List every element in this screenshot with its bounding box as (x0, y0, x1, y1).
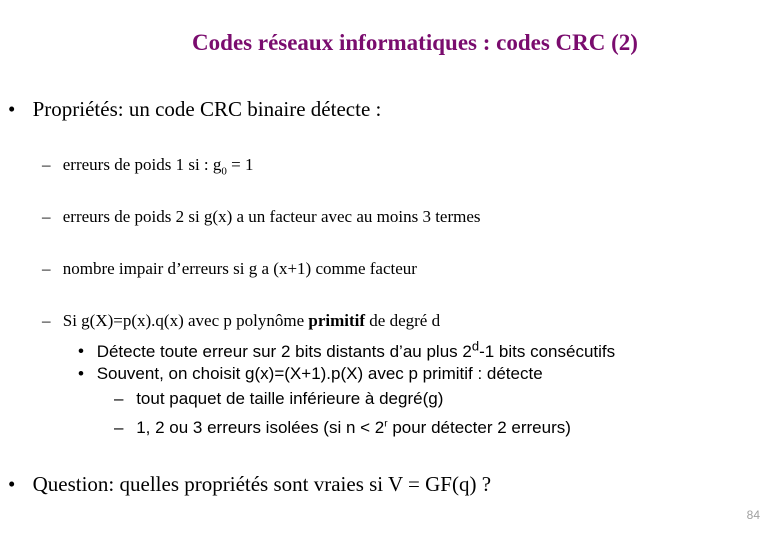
bullet-text: Question: quelles propriétés sont vraies si V = GF(q) ? (32, 472, 492, 496)
quaternary-item-packet (114, 389, 443, 409)
sub-item-text: erreurs de poids 2 si g(x) a un facteur avec au moins 3 termes (62, 207, 481, 226)
text-part: erreurs de poids 1 si : g (62, 155, 222, 174)
superscript: r (384, 418, 388, 430)
dash-marker: – (42, 155, 51, 174)
dash-marker: – (42, 311, 51, 330)
quaternary-text: tout paquet de taille inférieure à degré(g) (136, 389, 444, 408)
sub-item-weight-1 (42, 155, 253, 177)
tertiary-item-choose (78, 364, 543, 384)
bullet-properties (8, 97, 381, 122)
dash-marker: – (114, 389, 124, 408)
quaternary-text (136, 418, 571, 437)
tertiary-item-detect (78, 338, 615, 362)
sub-item-text (63, 311, 440, 330)
text-part: de degré d (365, 311, 441, 330)
bullet-marker: • (8, 97, 16, 121)
dash-marker: – (42, 259, 51, 278)
subscript: 0 (221, 165, 227, 178)
bullet-text: Propriétés: un code CRC binaire détecte : (32, 97, 382, 121)
sub-item-odd-errors (42, 259, 417, 279)
sub-item-text: nombre impair d’erreurs si g a (x+1) comme facteur (62, 259, 417, 278)
text-part: Détecte toute erreur sur 2 bits distants d’au plus 2 (96, 341, 472, 361)
text-part: -1 bits consécutifs (479, 341, 616, 361)
dash-marker: – (42, 207, 51, 226)
sub-item-weight-2 (42, 207, 481, 227)
bullet-marker: • (78, 364, 84, 383)
page-number: 84 (746, 508, 760, 522)
bullet-question (8, 472, 491, 497)
tertiary-text (96, 338, 616, 361)
text-part: Si g(X)=p(x).q(x) avec p polynôme (62, 311, 309, 330)
quaternary-item-isolated (114, 418, 571, 438)
sub-item-text (62, 155, 254, 178)
tertiary-text: Souvent, on choisit g(x)=(X+1).p(X) avec p primitif : détecte (96, 364, 543, 383)
text-part: pour détecter 2 erreurs) (387, 418, 571, 437)
bold-term: primitif (308, 311, 366, 330)
text-part: = 1 (226, 155, 254, 174)
text-part: 1, 2 ou 3 erreurs isolées (si n < 2 (136, 418, 385, 437)
bullet-marker: • (8, 472, 16, 496)
superscript: d (471, 338, 480, 353)
dash-marker: – (114, 418, 124, 437)
bullet-marker: • (78, 341, 84, 361)
page-title: Codes réseaux informatiques : codes CRC (2) (192, 30, 638, 55)
sub-item-primitive (42, 311, 440, 331)
